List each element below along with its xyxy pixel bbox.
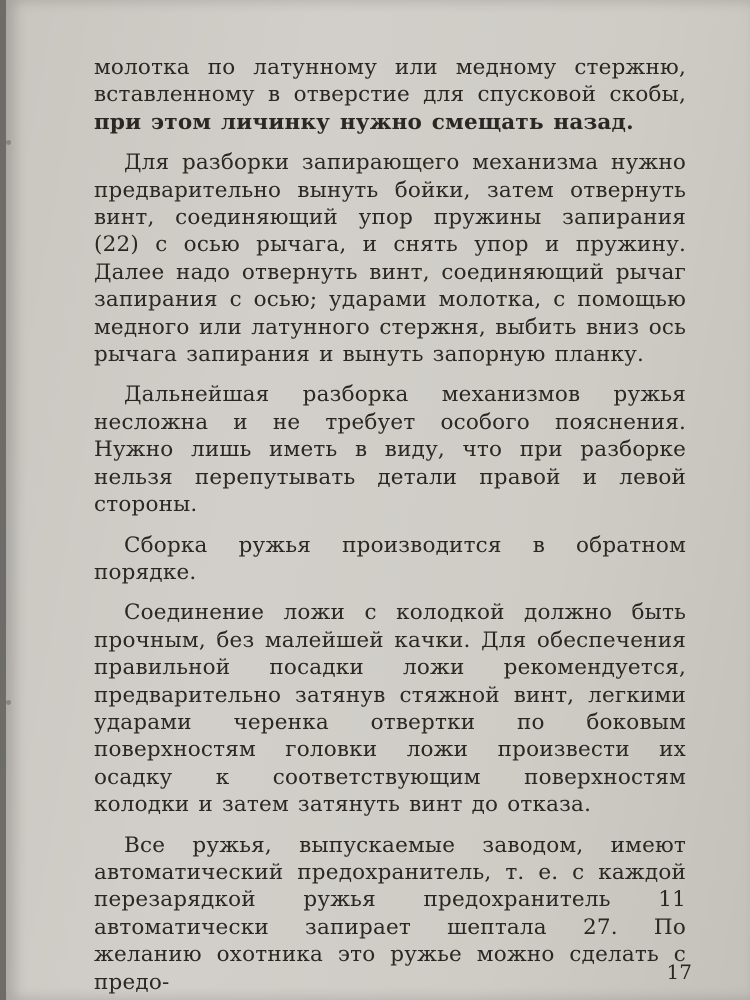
paragraph: Дальнейшая разборка механизмов ружья несложна и не требует особого пояснения. Нужно лишь иметь в виду, что при разборке нельзя перепутывать детали правой и левой стороны. [94,382,686,518]
paragraph: Все ружья, выпускаемые заводом, имеют автоматический предохранитель, т. е. с каждой перезарядкой ружья предохранитель 11 автоматически запирает шептала 27. По желанию охотника это ружье можно сделать с предо- [94,832,686,995]
binding-hole [6,140,11,145]
page-text [94,54,686,1000]
paragraph: Сборка ружья производится в обратном порядке. [94,532,686,585]
paragraph-text: молотка по латунному или медному стержню, вставленному в отверстие для спусковой скобы, [94,55,686,108]
binding-hole [6,700,11,705]
paragraph: Для разборки запирающего механизма нужно предварительно вынуть бойки, затем отвернуть винт, соединяющий упор пружины запирания (22) с осью рычага, и снять упор и пружину. Далее надо отвернуть винт, соединяющий рычаг запирания с осью; ударами молотка, с помощью медного или латунного стержня, выбить вниз ось рычага запирания и вынуть запорную планку. [94,150,686,368]
book-page [6,0,750,1000]
page-number: 17 [666,960,692,984]
paragraph [94,54,686,136]
paragraph-bold-text: при этом личинку нужно смещать назад. [94,109,634,135]
paragraph: Соединение ложи с колодкой должно быть прочным, без малейшей качки. Для обеспечения правильной посадки ложи рекомендуется, предварительно затянув стяжной винт, легкими ударами черенка отвертки по боковым поверхностям головки ложи произвести их осадку к соответствующим поверхностям колодки и затем затянуть винт до отказа. [94,600,686,818]
